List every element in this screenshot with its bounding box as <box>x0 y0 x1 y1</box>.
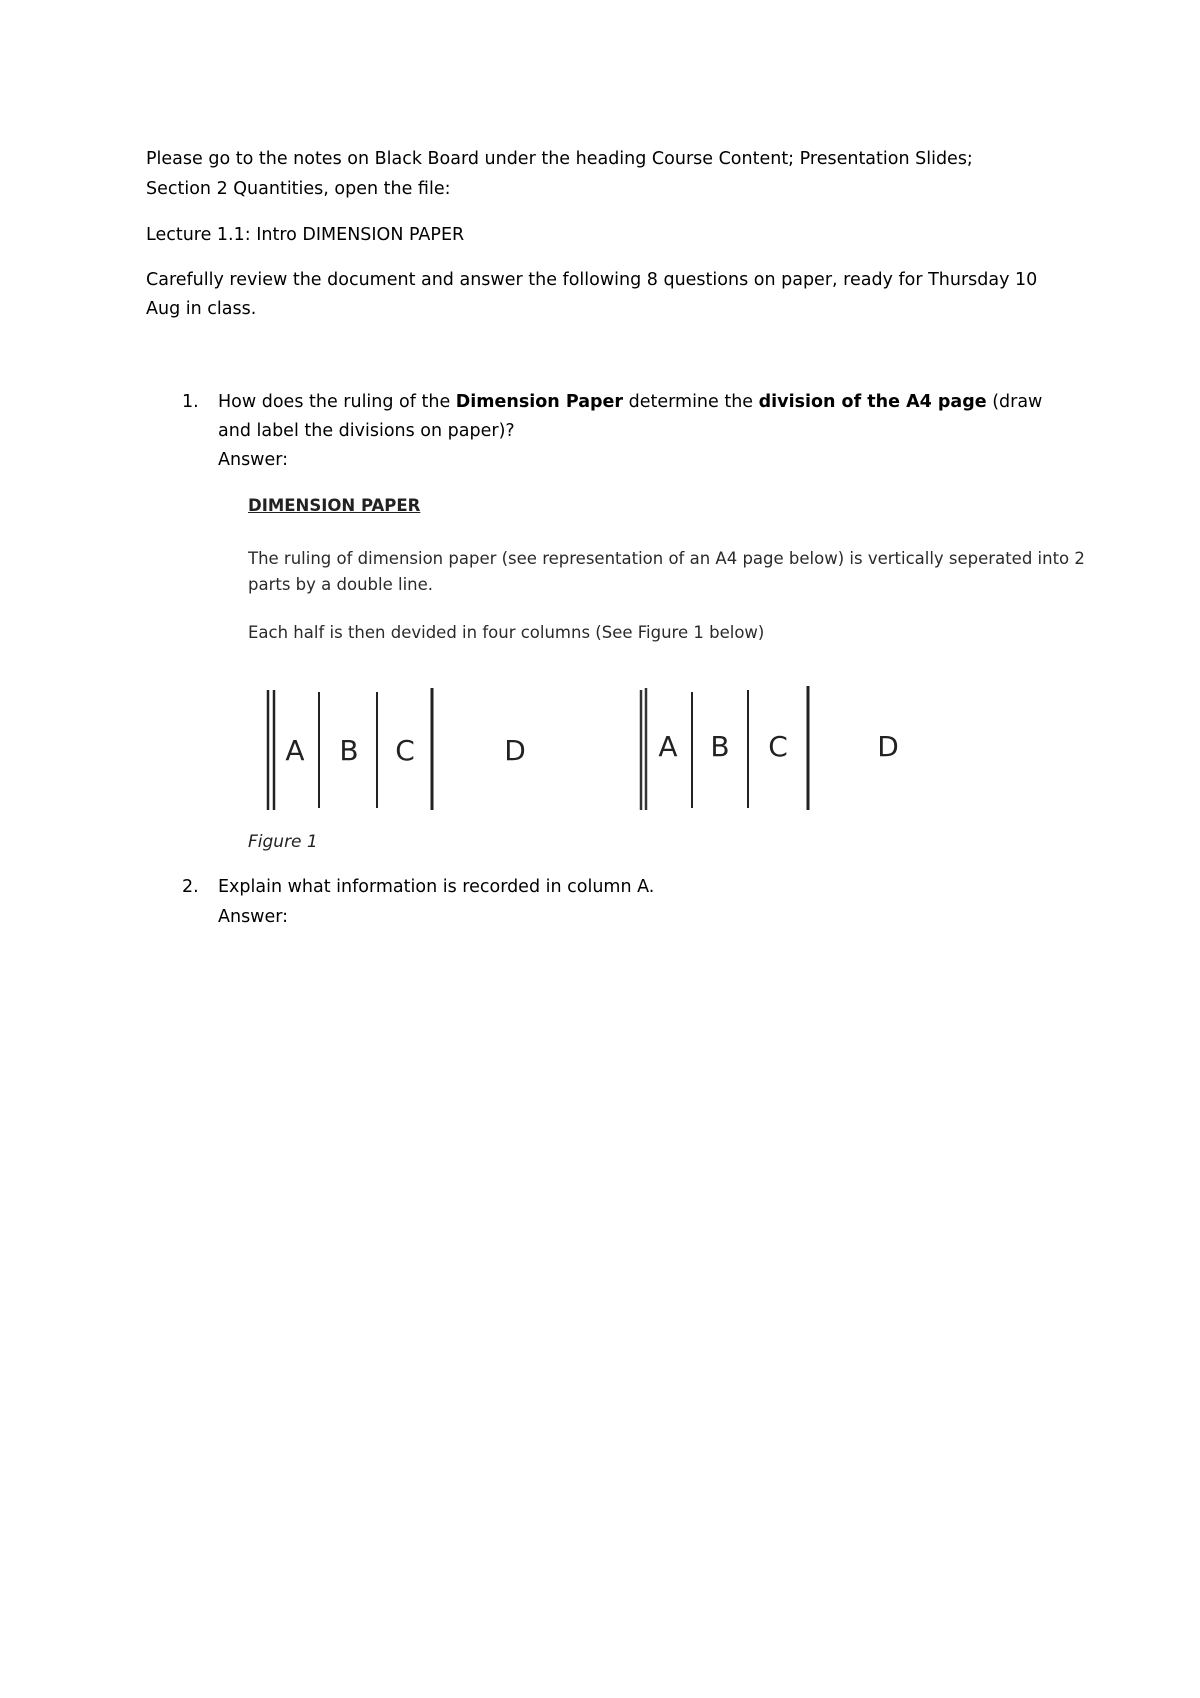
figure-svg <box>248 678 928 818</box>
column-label-d: D <box>877 730 899 763</box>
dimension-paper-figure <box>248 678 928 818</box>
excerpt-paragraph-1-line-2: parts by a double line. <box>248 575 434 594</box>
column-label-d: D <box>504 734 526 767</box>
excerpt-heading: DIMENSION PAPER <box>248 496 421 515</box>
column-label-c: C <box>768 730 788 763</box>
column-label-a: A <box>285 734 305 767</box>
intro-line-2: Section 2 Quantities, open the file: <box>146 179 451 199</box>
intro-line-1: Please go to the notes on Black Board under the heading Course Content; Presentation Slides; <box>146 149 973 169</box>
excerpt-paragraph-2: Each half is then devided in four columns (See Figure 1 below) <box>248 623 765 642</box>
instructions-line-2: Aug in class. <box>146 299 257 319</box>
question-1-part: (draw <box>986 392 1043 412</box>
column-label-a: A <box>658 730 678 763</box>
figure-caption: Figure 1 <box>248 832 318 852</box>
question-2-text: Explain what information is recorded in column A. <box>218 877 655 897</box>
question-1-text <box>218 387 1042 417</box>
question-2-answer-label: Answer: <box>218 907 289 927</box>
question-1-part: determine the <box>623 392 759 412</box>
question-1-part: How does the ruling of the <box>218 392 456 412</box>
question-1-term-division: division of the A4 page <box>758 392 987 412</box>
question-1-text-line-2: and label the divisions on paper)? <box>218 421 515 441</box>
question-1-answer-label: Answer: <box>218 450 289 470</box>
instructions-line-1: Carefully review the document and answer the following 8 questions on paper, ready for Thursday 10 <box>146 270 1038 290</box>
question-1-number: 1. <box>182 392 199 412</box>
column-label-b: B <box>710 730 730 763</box>
excerpt-paragraph-1-line-1: The ruling of dimension paper (see representation of an A4 page below) is vertically seperated into 2 <box>248 549 1085 568</box>
column-label-c: C <box>395 734 415 767</box>
question-1-term-dimension-paper: Dimension Paper <box>455 392 624 412</box>
file-name: Lecture 1.1: Intro DIMENSION PAPER <box>146 225 465 245</box>
question-2-number: 2. <box>182 877 199 897</box>
column-label-b: B <box>339 734 359 767</box>
